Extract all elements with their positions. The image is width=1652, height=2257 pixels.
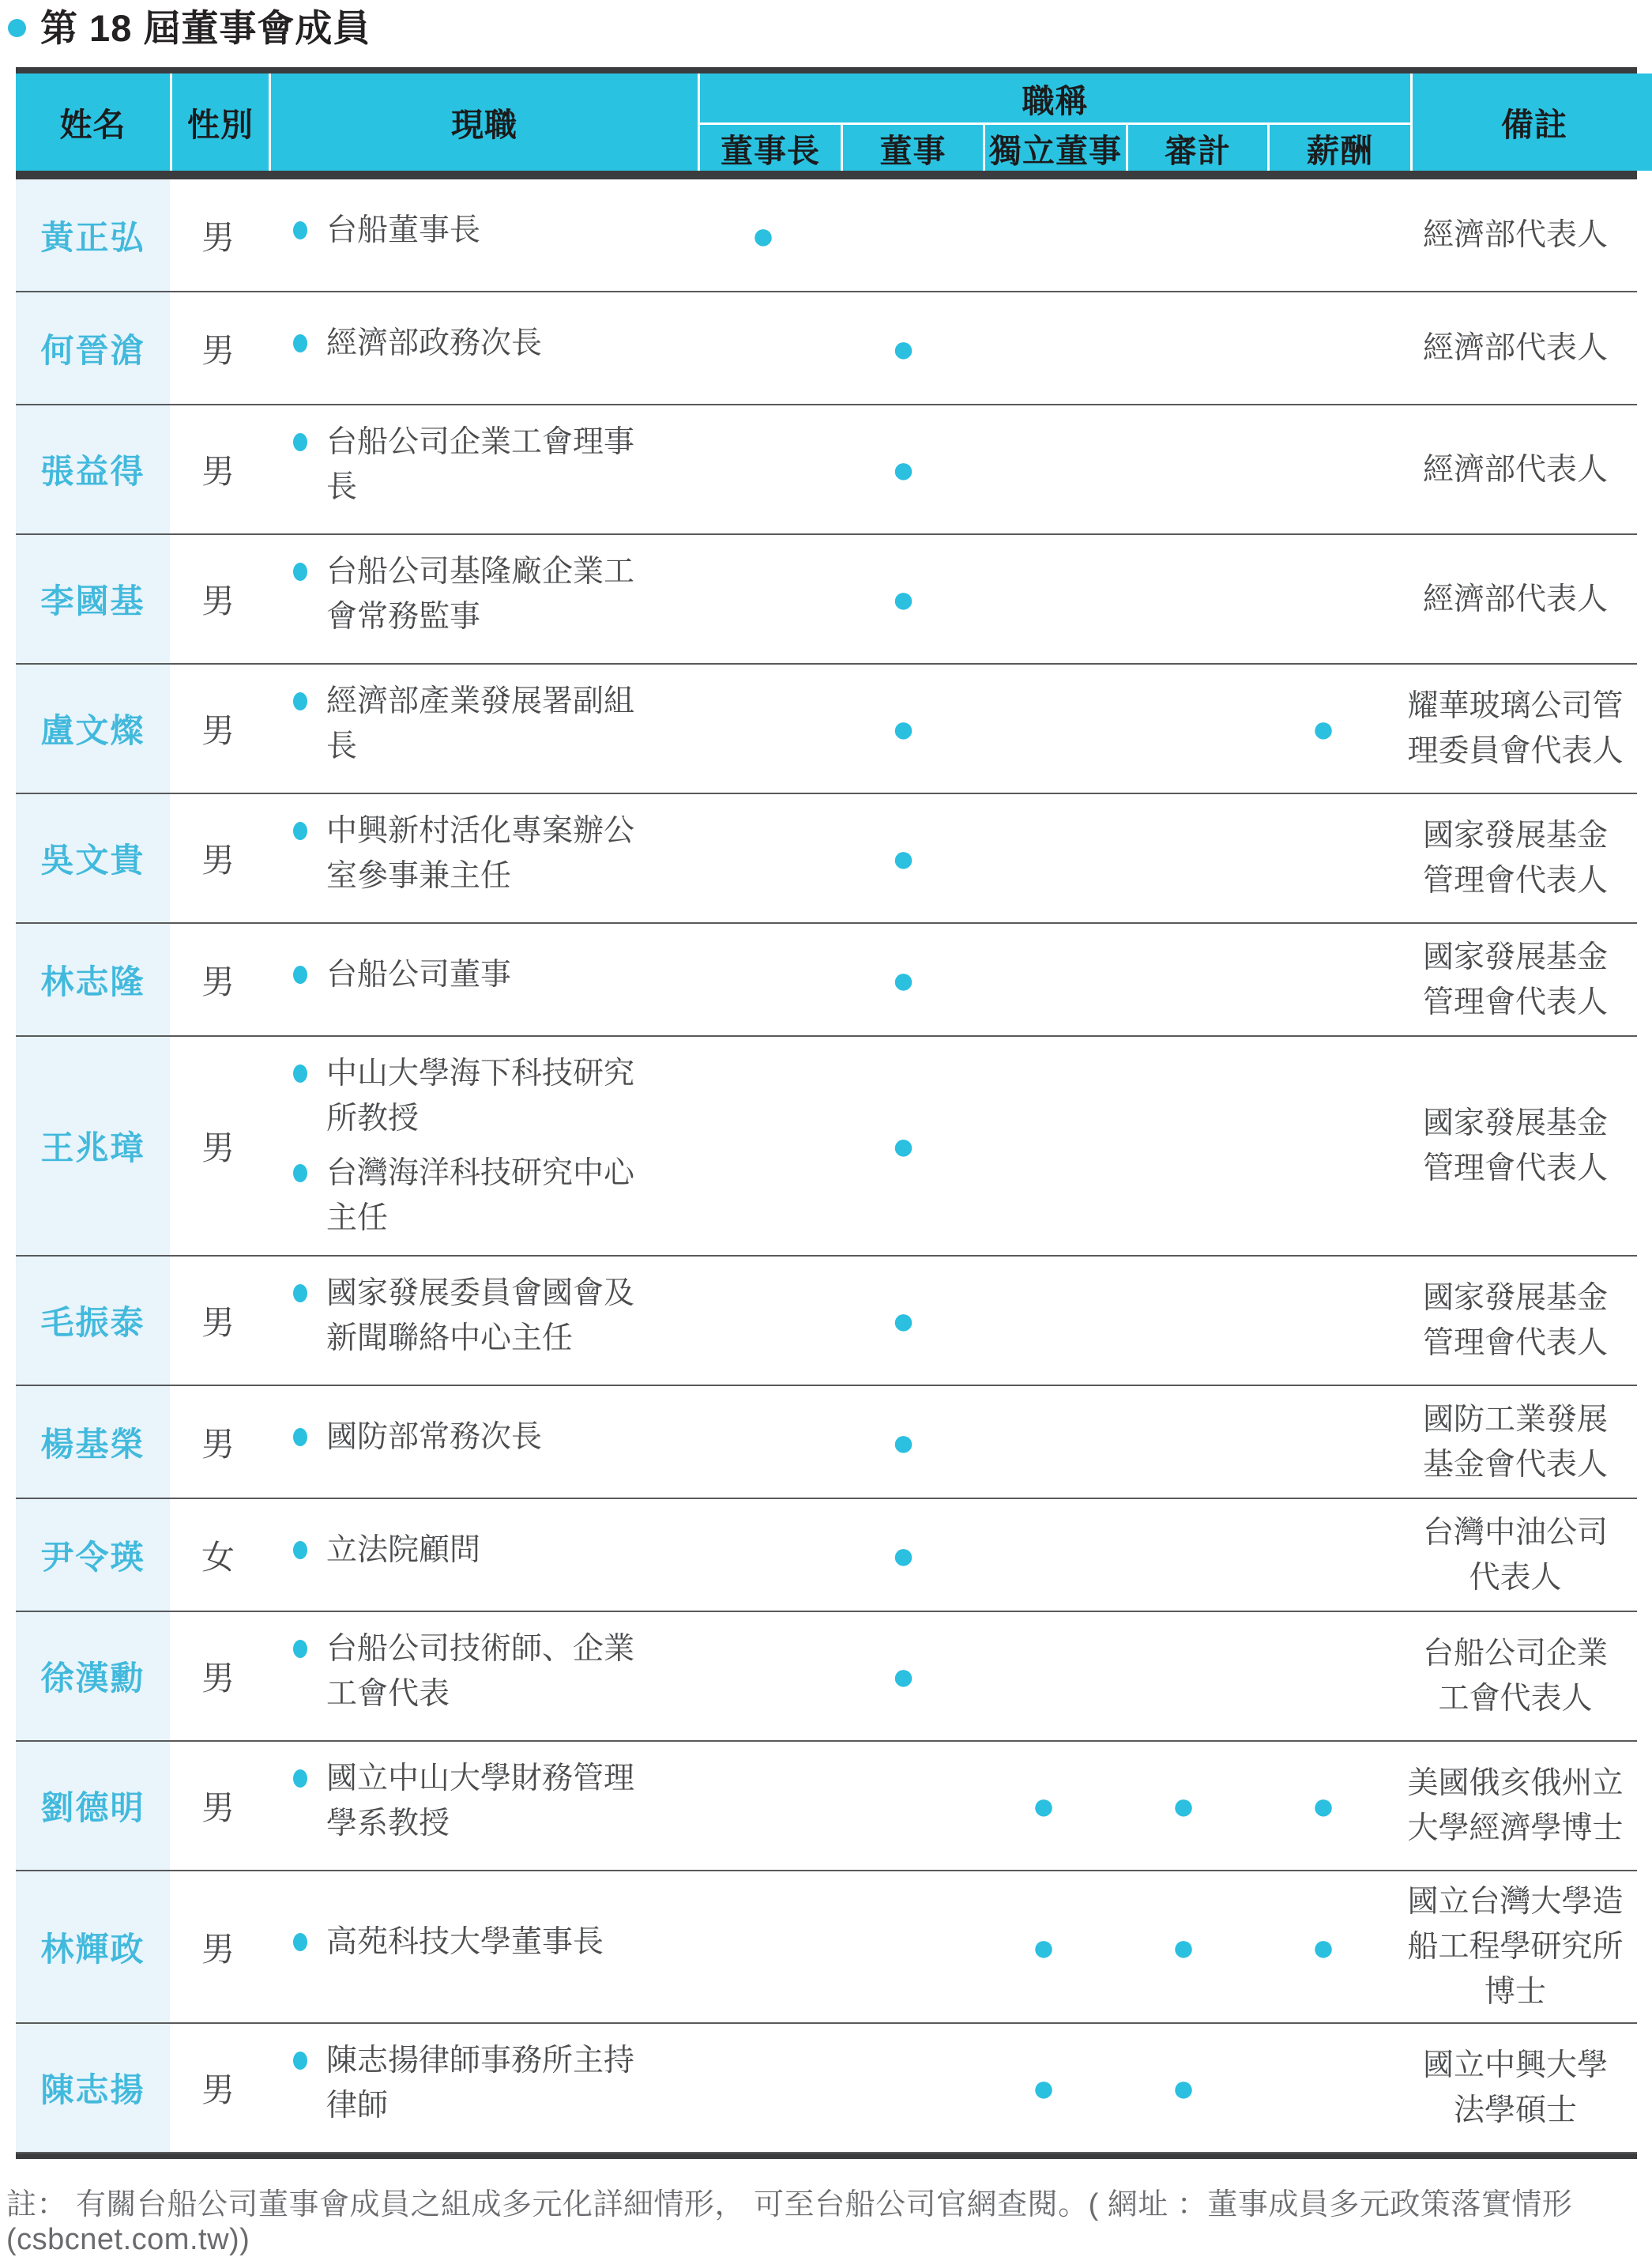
table-body xyxy=(16,179,1637,2159)
role-compensation-dot xyxy=(1253,405,1394,533)
table-row xyxy=(16,1499,1637,1612)
role-director-dot: ● xyxy=(891,326,916,371)
member-name: 毛振泰 xyxy=(16,1257,170,1385)
member-name: 盧文燦 xyxy=(16,665,170,793)
member-remark: 耀華玻璃公司管 理委員會代表人 xyxy=(1407,689,1624,768)
member-gender: 男 xyxy=(201,1304,235,1341)
role-director-dot: ● xyxy=(891,1298,916,1343)
member-positions xyxy=(266,1871,693,2022)
bullet-icon xyxy=(293,692,307,710)
header-remark: 備註 xyxy=(1413,73,1652,171)
position-item: 台船董事長 xyxy=(293,208,664,253)
table-row xyxy=(16,1386,1637,1499)
member-remark: 國防工業發展 基金會代表人 xyxy=(1422,1402,1608,1482)
bullet-icon xyxy=(293,1164,307,1182)
role-audit-dot xyxy=(1114,292,1253,404)
member-gender: 男 xyxy=(201,1129,235,1166)
table-row xyxy=(16,1742,1637,1871)
member-name: 黃正弘 xyxy=(16,179,170,291)
header-director: 董事 xyxy=(843,125,983,171)
member-gender: 男 xyxy=(201,218,235,256)
table-row xyxy=(16,1871,1637,2024)
member-positions xyxy=(266,2024,693,2152)
role-independent-dot xyxy=(973,924,1114,1035)
header-title-group: 職稱 xyxy=(700,73,1410,122)
page-title: 第 18 屆董事會成員 xyxy=(40,7,371,49)
position-item: 中興新村活化專案辦公室參事兼主任 xyxy=(293,808,664,899)
role-independent-dot xyxy=(973,179,1114,291)
position-item: 立法院顧問 xyxy=(293,1528,664,1573)
footnote: 註： 有關台船公司董事會成員之組成多元化詳細情形， 可至台船公司官網查閱。( 網址 ：董事成員多元政策落實情形 (csbcnet.com.tw)) xyxy=(6,2188,1573,2256)
member-gender: 男 xyxy=(201,842,235,879)
role-compensation-dot: ● xyxy=(1311,1784,1336,1828)
role-chairman-dot xyxy=(693,1037,834,1255)
role-director-dot: ● xyxy=(891,836,916,880)
member-name: 尹令瑛 xyxy=(16,1499,170,1611)
bullet-icon xyxy=(293,1769,307,1788)
role-audit-dot: ● xyxy=(1171,1924,1196,1969)
header-compensation: 薪酬 xyxy=(1270,125,1410,171)
role-director-dot: ● xyxy=(891,1419,916,1464)
section-title xyxy=(8,9,1652,47)
member-name: 陳志揚 xyxy=(16,2024,170,2152)
role-independent-dot: ● xyxy=(1031,2066,1056,2110)
table-row xyxy=(16,1257,1637,1386)
member-gender: 男 xyxy=(201,963,235,1000)
member-positions xyxy=(266,292,693,404)
role-director-dot: ● xyxy=(891,577,916,621)
role-director-dot: ● xyxy=(891,1532,916,1577)
role-independent-dot xyxy=(973,535,1114,663)
role-director-dot: ● xyxy=(891,1654,916,1698)
role-compensation-dot: ● xyxy=(1311,1924,1336,1969)
member-name: 楊基榮 xyxy=(16,1386,170,1498)
role-director-dot xyxy=(834,2024,973,2152)
role-audit-dot xyxy=(1114,1037,1253,1255)
bullet-icon xyxy=(293,1933,307,1951)
member-name: 徐漢勳 xyxy=(16,1612,170,1740)
board-members-table xyxy=(16,67,1637,2159)
position-item: 台灣海洋科技研究中心主任 xyxy=(293,1151,664,1241)
table-row xyxy=(16,179,1637,292)
role-independent-dot xyxy=(973,1257,1114,1385)
member-positions xyxy=(266,1386,693,1498)
role-compensation-dot xyxy=(1253,1499,1394,1611)
member-gender: 男 xyxy=(201,1425,235,1463)
role-director-dot: ● xyxy=(891,1124,916,1168)
member-positions xyxy=(266,1499,693,1611)
bullet-icon xyxy=(293,2052,307,2070)
role-chairman-dot xyxy=(693,1612,834,1740)
role-audit-dot: ● xyxy=(1171,1784,1196,1828)
header-audit: 審計 xyxy=(1128,125,1267,171)
role-independent-dot xyxy=(973,292,1114,404)
role-chairman-dot xyxy=(693,2024,834,2152)
role-independent-dot xyxy=(973,794,1114,922)
position-item: 台船公司企業工會理事長 xyxy=(293,420,664,510)
member-remark: 經濟部代表人 xyxy=(1422,331,1608,365)
role-director-dot: ● xyxy=(891,447,916,492)
bullet-icon xyxy=(293,1284,307,1302)
role-audit-dot xyxy=(1114,405,1253,533)
table-header xyxy=(16,67,1637,179)
bullet-icon xyxy=(293,433,307,451)
role-director-dot xyxy=(834,1742,973,1870)
member-remark: 經濟部代表人 xyxy=(1422,218,1608,252)
member-positions xyxy=(266,535,693,663)
role-independent-dot xyxy=(973,1499,1114,1611)
member-name: 李國基 xyxy=(16,535,170,663)
table-row xyxy=(16,292,1637,405)
role-compensation-dot xyxy=(1253,292,1394,404)
member-positions xyxy=(266,665,693,793)
role-compensation-dot xyxy=(1253,1612,1394,1740)
role-chairman-dot xyxy=(693,405,834,533)
member-remark: 國家發展基金 管理會代表人 xyxy=(1422,1281,1608,1360)
role-audit-dot xyxy=(1114,1386,1253,1498)
role-chairman-dot xyxy=(693,924,834,1035)
member-gender: 男 xyxy=(201,453,235,490)
position-item: 陳志揚律師事務所主持律師 xyxy=(293,2038,664,2128)
member-name: 吳文貴 xyxy=(16,794,170,922)
position-item: 國防部常務次長 xyxy=(293,1415,664,1460)
header-independent-director: 獨立董事 xyxy=(985,125,1126,171)
role-director-dot: ● xyxy=(891,706,916,751)
role-director-dot: ● xyxy=(891,957,916,1002)
member-remark: 美國俄亥俄州立 大學經濟學博士 xyxy=(1407,1766,1624,1845)
member-gender: 男 xyxy=(201,582,235,620)
position-item: 經濟部政務次長 xyxy=(293,321,664,366)
member-positions xyxy=(266,1257,693,1385)
role-compensation-dot xyxy=(1253,1037,1394,1255)
role-compensation-dot xyxy=(1253,179,1394,291)
role-chairman-dot: ● xyxy=(751,213,776,258)
position-item: 國家發展委員會國會及新聞聯絡中心主任 xyxy=(293,1271,664,1361)
member-positions xyxy=(266,1612,693,1740)
header-gender: 性別 xyxy=(172,73,269,171)
member-remark: 台船公司企業 工會代表人 xyxy=(1422,1637,1608,1716)
member-remark: 經濟部代表人 xyxy=(1422,582,1608,616)
role-audit-dot xyxy=(1114,535,1253,663)
member-positions xyxy=(266,794,693,922)
member-positions xyxy=(266,1742,693,1870)
role-director-dot xyxy=(834,1871,973,2022)
position-item: 高苑科技大學董事長 xyxy=(293,1920,664,1965)
member-positions xyxy=(266,179,693,291)
role-audit-dot xyxy=(1114,924,1253,1035)
bullet-icon xyxy=(293,221,307,239)
member-gender: 男 xyxy=(201,2071,235,2108)
role-compensation-dot xyxy=(1253,794,1394,922)
role-chairman-dot xyxy=(693,292,834,404)
role-compensation-dot xyxy=(1253,2024,1394,2152)
role-compensation-dot xyxy=(1253,1257,1394,1385)
member-positions xyxy=(266,924,693,1035)
role-compensation-dot xyxy=(1253,924,1394,1035)
member-gender: 男 xyxy=(201,1660,235,1697)
bullet-icon xyxy=(293,1064,307,1083)
table-row xyxy=(16,2024,1637,2153)
member-gender: 女 xyxy=(201,1538,235,1576)
role-compensation-dot xyxy=(1253,535,1394,663)
table-row xyxy=(16,1037,1637,1257)
bullet-icon xyxy=(293,1640,307,1658)
table-row xyxy=(16,1612,1637,1742)
role-chairman-dot xyxy=(693,665,834,793)
position-item: 經濟部產業發展署副組長 xyxy=(293,679,664,769)
bullet-icon xyxy=(293,563,307,581)
table-row xyxy=(16,924,1637,1037)
role-independent-dot xyxy=(973,1612,1114,1740)
header-position: 現職 xyxy=(271,73,698,171)
role-independent-dot xyxy=(973,1386,1114,1498)
role-chairman-dot xyxy=(693,1742,834,1870)
member-gender: 男 xyxy=(201,331,235,369)
member-remark: 國家發展基金 管理會代表人 xyxy=(1422,1106,1608,1185)
member-name: 王兆璋 xyxy=(16,1037,170,1255)
role-audit-dot xyxy=(1114,665,1253,793)
role-audit-dot xyxy=(1114,794,1253,922)
member-positions xyxy=(266,1037,693,1255)
table-row xyxy=(16,405,1637,535)
member-positions xyxy=(266,405,693,533)
member-name: 林輝政 xyxy=(16,1871,170,2022)
position-item: 國立中山大學財務管理學系教授 xyxy=(293,1756,664,1846)
role-audit-dot xyxy=(1114,1499,1253,1611)
member-name: 林志隆 xyxy=(16,924,170,1035)
role-chairman-dot xyxy=(693,1257,834,1385)
member-remark: 國家發展基金 管理會代表人 xyxy=(1422,940,1608,1019)
position-item: 台船公司董事 xyxy=(293,952,664,997)
member-gender: 男 xyxy=(201,1789,235,1826)
bullet-icon xyxy=(293,334,307,352)
position-item: 台船公司技術師、企業工會代表 xyxy=(293,1626,664,1716)
member-remark: 國家發展基金 管理會代表人 xyxy=(1422,819,1608,898)
member-gender: 男 xyxy=(201,712,235,749)
role-audit-dot xyxy=(1114,1257,1253,1385)
role-independent-dot xyxy=(973,1037,1114,1255)
member-gender: 男 xyxy=(201,1930,235,1968)
member-remark: 國立台灣大學造 船工程學研究所 博士 xyxy=(1407,1885,1624,2009)
role-independent-dot: ● xyxy=(1031,1924,1056,1969)
table-row xyxy=(16,794,1637,924)
table-row xyxy=(16,665,1637,794)
role-director-dot xyxy=(834,179,973,291)
member-name: 張益得 xyxy=(16,405,170,533)
position-item: 台船公司基隆廠企業工會常務監事 xyxy=(293,549,664,639)
role-audit-dot: ● xyxy=(1171,2066,1196,2110)
role-independent-dot xyxy=(973,405,1114,533)
member-name: 劉德明 xyxy=(16,1742,170,1870)
role-audit-dot xyxy=(1114,1612,1253,1740)
member-remark: 國立中興大學 法學碩士 xyxy=(1422,2048,1608,2127)
title-bullet-icon xyxy=(8,19,26,37)
header-chairman: 董事長 xyxy=(700,125,841,171)
role-independent-dot: ● xyxy=(1031,1784,1056,1828)
member-remark: 台灣中油公司 代表人 xyxy=(1422,1515,1608,1595)
member-remark: 經濟部代表人 xyxy=(1422,452,1608,487)
role-chairman-dot xyxy=(693,535,834,663)
table-row xyxy=(16,535,1637,665)
role-compensation-dot xyxy=(1253,1386,1394,1498)
bullet-icon xyxy=(293,1541,307,1559)
role-compensation-dot: ● xyxy=(1311,706,1336,751)
role-audit-dot xyxy=(1114,179,1253,291)
position-item: 中山大學海下科技研究所教授 xyxy=(293,1051,664,1141)
header-name: 姓名 xyxy=(16,73,170,171)
role-chairman-dot xyxy=(693,1871,834,2022)
member-name: 何晉滄 xyxy=(16,292,170,404)
role-chairman-dot xyxy=(693,1499,834,1611)
bullet-icon xyxy=(293,822,307,840)
role-chairman-dot xyxy=(693,1386,834,1498)
role-independent-dot xyxy=(973,665,1114,793)
bullet-icon xyxy=(293,1428,307,1446)
role-chairman-dot xyxy=(693,794,834,922)
bullet-icon xyxy=(293,966,307,984)
